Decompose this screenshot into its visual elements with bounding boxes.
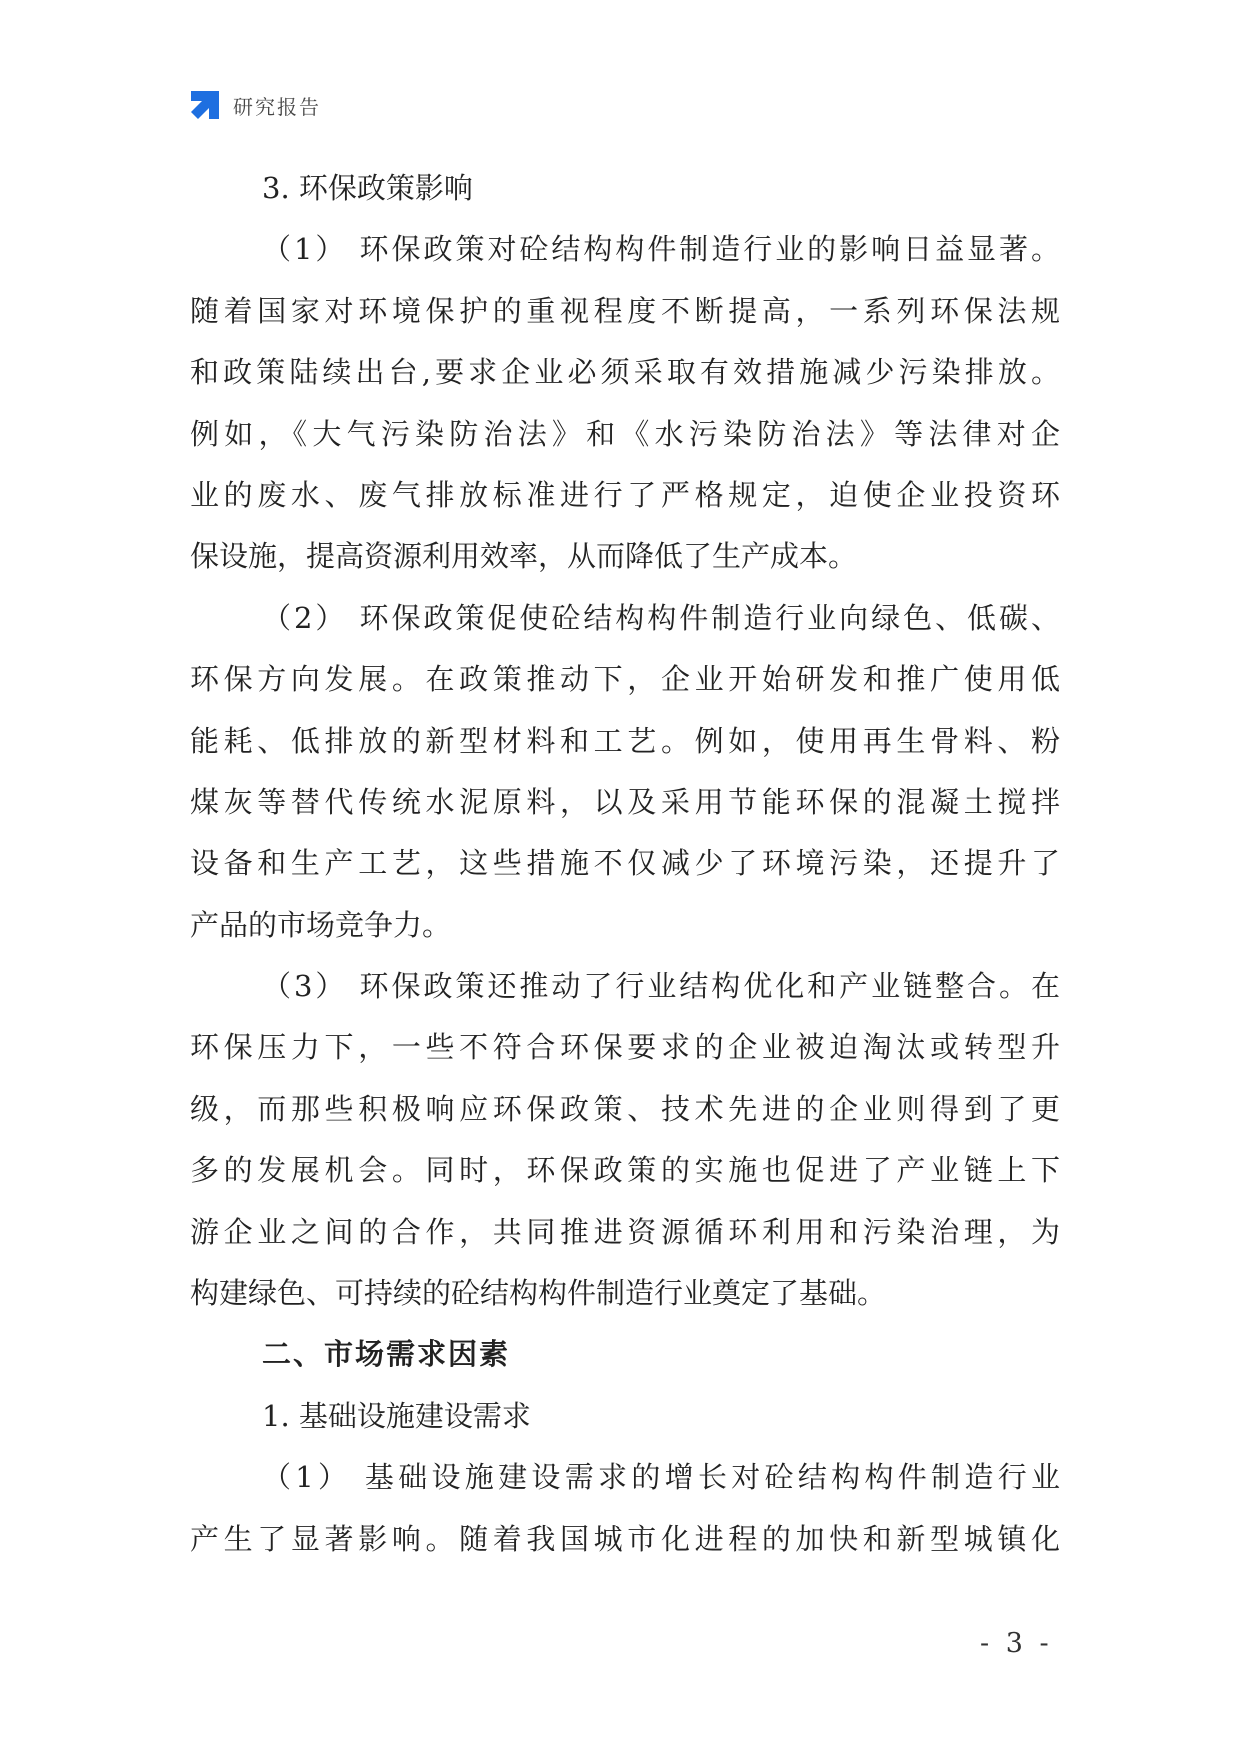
header-title: 研究报告 <box>233 94 321 119</box>
paragraph-3 <box>190 956 1060 1324</box>
text-line: 多的发展机会。同时，环保政策的实施也促进了产业链上下 <box>190 1153 1060 1188</box>
report-header <box>189 88 321 122</box>
text-line: 环保方向发展。在政策推动下，企业开始研发和推广使用低 <box>190 662 1060 697</box>
text-line: 级，而那些积极响应环保政策、技术先进的企业则得到了更 <box>190 1091 1060 1126</box>
infrastructure-heading: 1. 基础设施建设需求 <box>262 1398 531 1433</box>
text-line: 能耗、低排放的新型材料和工艺。例如，使用再生骨料、粉 <box>190 723 1060 758</box>
text-line: 业的废水、废气排放标准进行了严格规定，迫使企业投资环 <box>190 477 1060 512</box>
page-number: - 3 - <box>980 1628 1053 1659</box>
text-line: 设备和生产工艺，这些措施不仅减少了环境污染，还提升了 <box>190 846 1060 881</box>
paragraph-4 <box>190 1447 1060 1570</box>
text-line: （1） 环保政策对砼结构构件制造行业的影响日益显著。 <box>262 232 1060 267</box>
text-line: 煤灰等替代传统水泥原料，以及采用节能环保的混凝土搅拌 <box>190 784 1060 819</box>
document-body <box>190 158 1060 1570</box>
text-line: 例如，《大气污染防治法》和《水污染防治法》等法律对企 <box>190 416 1060 451</box>
text-line: 和政策陆续出台,要求企业必须采取有效措施减少污染排放。 <box>190 355 1060 390</box>
text-line: 环保压力下，一些不符合环保要求的企业被迫淘汰或转型升 <box>190 1030 1060 1065</box>
env-policy-heading: 3. 环保政策影响 <box>262 171 473 205</box>
arrow-up-right-icon <box>189 89 221 121</box>
text-line: （1） 基础设施建设需求的增长对砼结构构件制造行业 <box>262 1460 1060 1495</box>
text-line: （3） 环保政策还推动了行业结构优化和产业链整合。在 <box>262 969 1060 1004</box>
market-demand-heading: 二、市场需求因素 <box>262 1337 511 1372</box>
text-line: 产生了显著影响。随着我国城市化进程的加快和新型城镇化 <box>190 1521 1060 1556</box>
text-line: 保设施，提高资源利用效率，从而降低了生产成本。 <box>190 539 858 574</box>
text-line: 产品的市场竞争力。 <box>190 907 452 942</box>
text-line: （2） 环保政策促使砼结构构件制造行业向绿色、低碳、 <box>262 600 1060 635</box>
paragraph-2 <box>190 588 1060 956</box>
text-line: 随着国家对环境保护的重视程度不断提高，一系列环保法规 <box>190 293 1060 328</box>
paragraph-1 <box>190 219 1060 587</box>
text-line: 构建绿色、可持续的砼结构构件制造行业奠定了基础。 <box>190 1276 887 1311</box>
text-line: 游企业之间的合作，共同推进资源循环利用和污染治理，为 <box>190 1214 1060 1249</box>
